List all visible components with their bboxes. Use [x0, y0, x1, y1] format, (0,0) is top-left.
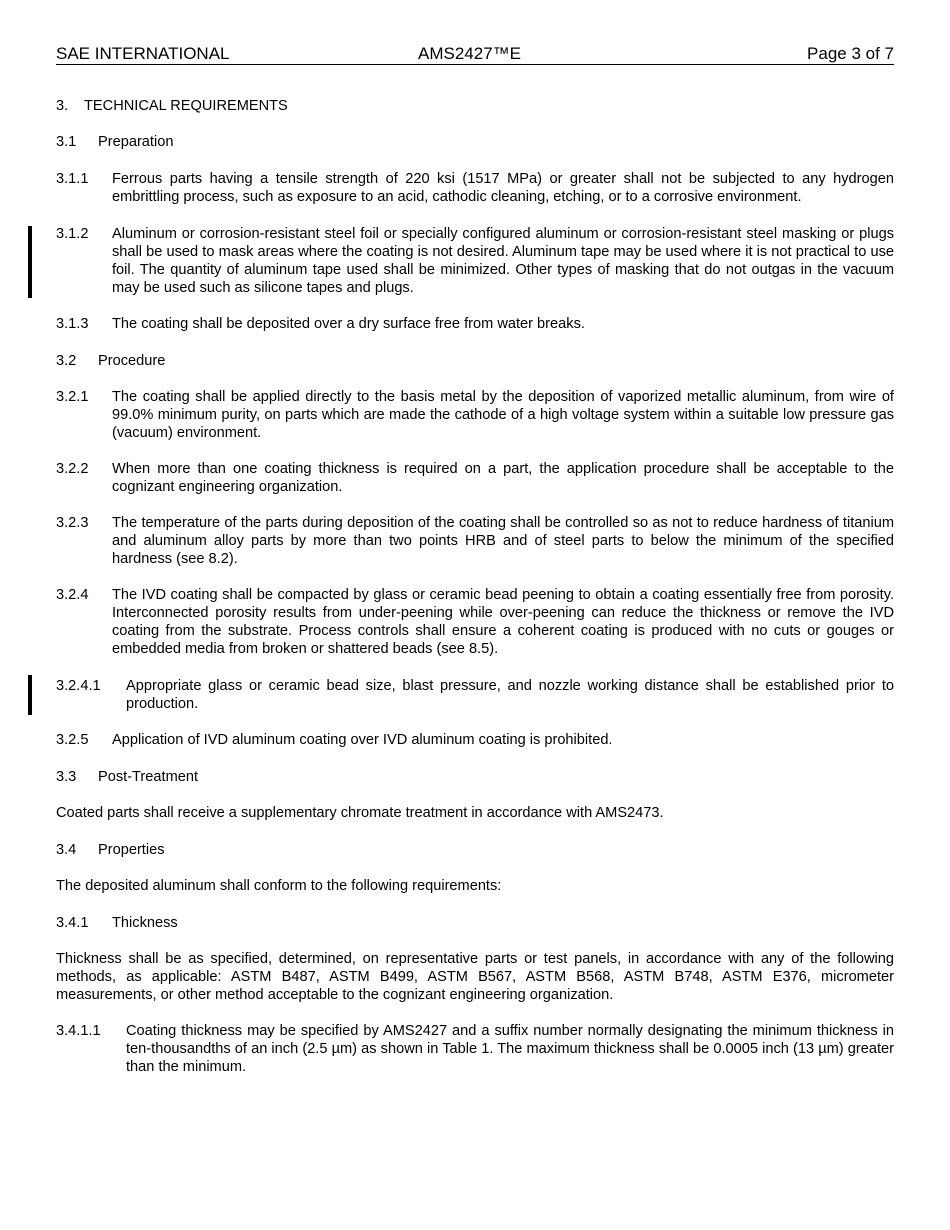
paragraph-3-4-1-1 [56, 1022, 894, 1076]
section-heading-3-3 [56, 768, 894, 786]
paragraph-3-2-1 [56, 388, 894, 442]
paragraph-number: 3.1.3 [56, 316, 89, 332]
paragraph-number: 3.2.5 [56, 732, 89, 748]
paragraph-number: 3.2.3 [56, 515, 89, 531]
header-organization: SAE INTERNATIONAL [56, 44, 230, 63]
section-number: 3.2 [56, 353, 77, 369]
section-heading-3-4-1 [56, 914, 894, 932]
section-title: Post-Treatment [98, 769, 199, 785]
revision-change-bar [28, 226, 32, 298]
paragraph-text: Appropriate glass or ceramic bead size, blast pressure, and nozzle working distance shall be established prior to production. [126, 678, 894, 712]
paragraph-number: 3.4.1.1 [56, 1023, 101, 1039]
paragraph-3-2-2 [56, 460, 894, 496]
paragraph-number: 3.2.4 [56, 587, 89, 603]
header-page-number: Page 3 of 7 [807, 44, 894, 63]
section-number: 3. [56, 98, 69, 114]
paragraph-text: The coating shall be deposited over a dry surface free from water breaks. [112, 316, 585, 332]
paragraph-text: When more than one coating thickness is required on a part, the application procedure shall be acceptable to the cognizant engineering organization. [112, 461, 894, 495]
paragraph-number: 3.2.1 [56, 389, 89, 405]
revision-change-bar [28, 675, 32, 715]
section-number: 3.4 [56, 842, 77, 858]
paragraph-text: The temperature of the parts during deposition of the coating shall be controlled so as not to reduce hardness of titanium and aluminum alloy parts by more than two points HRB and of steel parts to below the minimum of the specified hardness (see 8.2). [112, 515, 894, 567]
paragraph-text: Aluminum or corrosion-resistant steel foil or specially configured aluminum or corrosion-resistant steel masking or plugs shall be used to mask areas where the coating is not desired. Aluminum tape may be used where it is not practical to use foil. The quantity of aluminum tape used shall be minimized. Other types of masking that do not outgas in the vacuum may be used such as silicone tapes and plugs. [112, 226, 894, 296]
paragraph-3-2-4-1 [56, 677, 894, 713]
header-document-number: AMS2427™E [418, 44, 521, 63]
paragraph-3-4-1-text: Thickness shall be as specified, determined, on representative parts or test panels, in accordance with any of the following methods, as applicable: ASTM B487, ASTM B499, ASTM B567, ASTM B568, ASTM B748, ASTM E376, micrometer measurements, or other method acceptable to the cognizant engineering organization. [56, 951, 894, 1003]
paragraph-3-2-5 [56, 731, 894, 749]
paragraph-3-2-3 [56, 514, 894, 568]
paragraph-text: The coating shall be applied directly to the basis metal by the deposition of vaporized metallic aluminum, from wire of 99.0% minimum purity, on parts which are made the cathode of a high voltage system within a suitable low pressure gas (vacuum) environment. [112, 389, 894, 441]
paragraph-3-1-2 [56, 225, 894, 297]
paragraph-3-4-text: The deposited aluminum shall conform to the following requirements: [56, 878, 502, 894]
section-number: 3.3 [56, 769, 77, 785]
section-heading-3 [56, 97, 894, 115]
section-title: Properties [98, 842, 165, 858]
section-title: Thickness [112, 915, 178, 931]
paragraph-3-1-3 [56, 315, 894, 333]
section-number: 3.4.1 [56, 915, 89, 931]
paragraph-number: 3.1.2 [56, 226, 89, 242]
paragraph-text: Ferrous parts having a tensile strength of 220 ksi (1517 MPa) or greater shall not be subjected to any hydrogen embrittling process, such as exposure to an acid, cathodic cleaning, etching, or to a corrosive environment. [112, 171, 894, 205]
document-body [56, 97, 894, 1076]
paragraph-3-3-text: Coated parts shall receive a supplementary chromate treatment in accordance with AMS2473. [56, 805, 664, 821]
paragraph-3-2-4 [56, 586, 894, 658]
section-heading-3-2 [56, 352, 894, 370]
section-title: TECHNICAL REQUIREMENTS [84, 98, 288, 114]
section-title: Procedure [98, 353, 166, 369]
paragraph-number: 3.2.4.1 [56, 678, 101, 694]
page-header [56, 44, 894, 65]
paragraph-text: The IVD coating shall be compacted by glass or ceramic bead peening to obtain a coating essentially free from porosity. Interconnected porosity results from under-peening while over-peening can reduce the thickness or remove the IVD coating from the substrate. Process controls shall ensure a coherent coating is produced with no cuts or gouges or embedded media from broken or shattered beads (see 8.5). [112, 587, 894, 657]
section-heading-3-1 [56, 133, 894, 151]
section-heading-3-4 [56, 841, 894, 859]
paragraph-text: Application of IVD aluminum coating over IVD aluminum coating is prohibited. [112, 732, 613, 748]
paragraph-text: Coating thickness may be specified by AMS2427 and a suffix number normally designating the minimum thickness in ten-thousandths of an inch (2.5 µm) as shown in Table 1. The maximum thickness shall be 0.0005 inch (13 µm) greater than the minimum. [126, 1023, 894, 1075]
paragraph-number: 3.2.2 [56, 461, 89, 477]
paragraph-number: 3.1.1 [56, 171, 89, 187]
section-title: Preparation [98, 134, 174, 150]
paragraph-3-1-1 [56, 170, 894, 206]
section-number: 3.1 [56, 134, 77, 150]
